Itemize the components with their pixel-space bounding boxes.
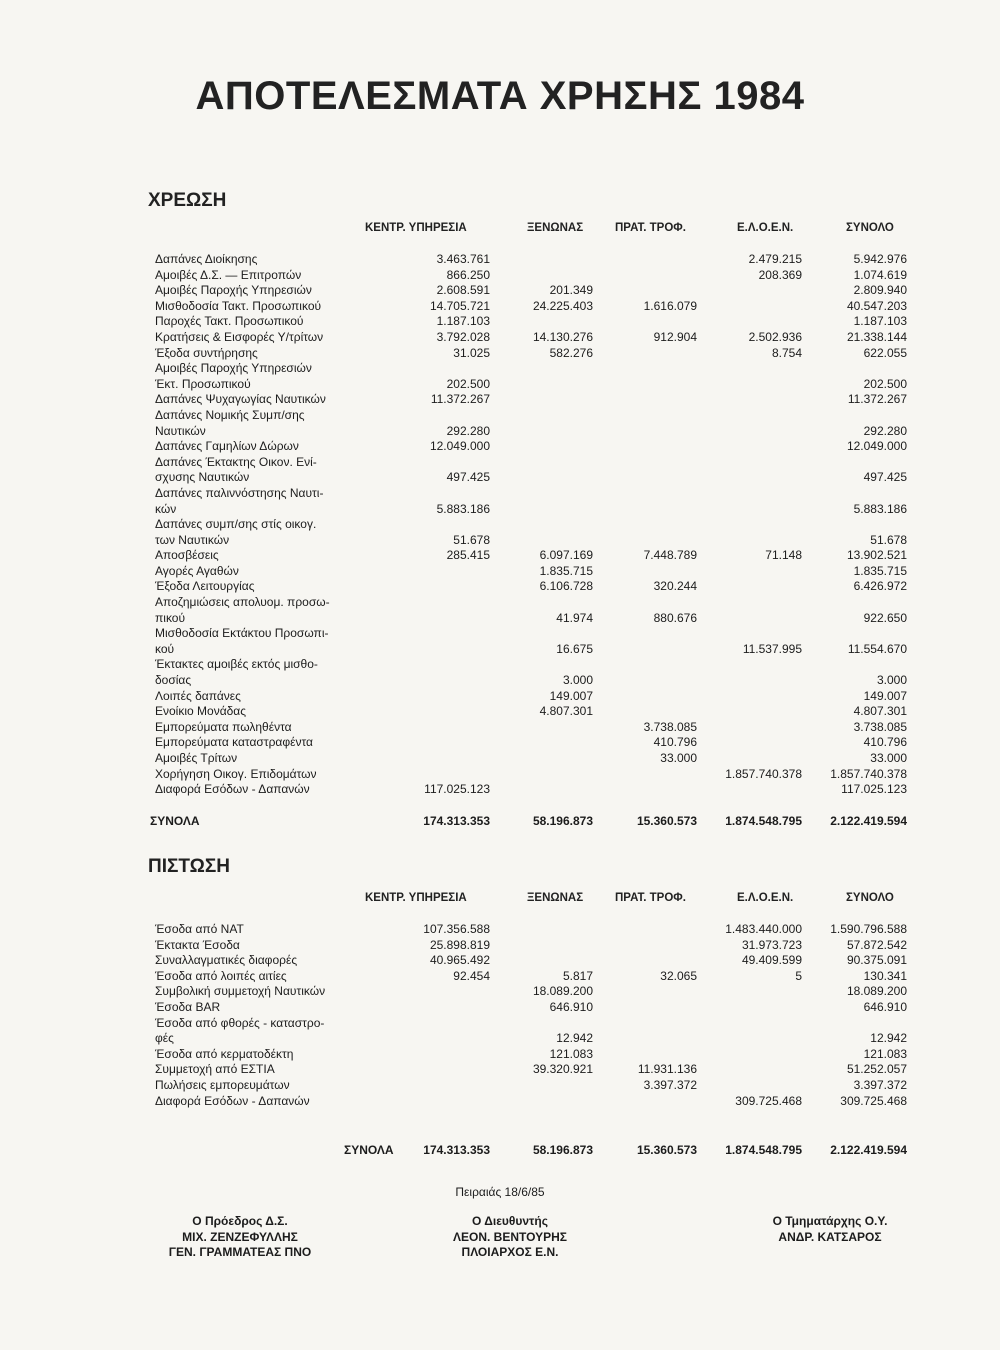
row-value: 18.089.200 [846, 984, 907, 999]
col-header-central: ΚΕΝΤΡ. ΥΠΗΡΕΣΙΑ [365, 892, 467, 904]
row-value: 410.796 [863, 735, 907, 750]
row-value: 51.678 [870, 532, 907, 547]
row-value: 11.554.670 [847, 641, 907, 656]
row-value: 11.931.136 [637, 1062, 697, 1077]
credit-totals-label: ΣΥΝΟΛΑ [344, 1143, 394, 1157]
row-value: 121.083 [863, 1046, 907, 1061]
signature-title: ΓΕΝ. ΓΡΑΜΜΑΤΕΑΣ ΠΝΟ [168, 1245, 312, 1259]
table-row [0, 689, 1000, 705]
row-label: κού [155, 641, 175, 656]
row-value: 1.483.440.000 [725, 922, 802, 936]
table-row [0, 767, 1000, 783]
row-label: Κρατήσεις & Εισφορές Υ/τρίτων [155, 329, 324, 344]
row-value: 5.883.186 [436, 501, 490, 516]
row-value: 14.130.276 [532, 329, 593, 344]
table-row [0, 1047, 1000, 1063]
table-row [0, 642, 1000, 658]
credit-total-hostel: 58.196.873 [532, 1143, 593, 1157]
row-value: 2.502.936 [748, 329, 802, 344]
row-value: 39.320.921 [532, 1062, 593, 1077]
row-label: Μισθοδοσία Εκτάκτου Προσωπι- [155, 626, 329, 641]
debit-total-food: 15.360.573 [636, 814, 697, 828]
signature-head-of-section [740, 1214, 920, 1245]
debit-totals-row [0, 814, 1000, 830]
signature-role: Ο Διευθυντής [472, 1214, 548, 1228]
signature-title: ΠΛΟΙΑΡΧΟΣ Ε.Ν. [461, 1245, 559, 1259]
signature-name: ΜΙΧ. ΖΕΝΖΕΦΥΛΛΗΣ [182, 1229, 298, 1244]
table-row [0, 657, 1000, 673]
row-value: 622.055 [863, 345, 907, 360]
row-value: 880.676 [653, 610, 697, 625]
row-label: Δαπάνες συμπ/σης στίς οικογ. [155, 517, 317, 532]
table-row [0, 1062, 1000, 1078]
row-value: 3.738.085 [853, 719, 907, 734]
signature-name: ΛΕΟΝ. ΒΕΝΤΟΥΡΗΣ [453, 1229, 567, 1244]
row-label: Αποζημιώσεις απολυομ. προσω- [155, 595, 330, 610]
row-label: Αμοιβές Παροχής Υπηρεσιών [155, 283, 312, 298]
signature-name: ΑΝΔΡ. ΚΑΤΣΑΡΟΣ [778, 1229, 882, 1244]
row-value: 1.616.079 [643, 298, 697, 313]
table-row [0, 751, 1000, 767]
row-value: 24.225.403 [532, 298, 593, 313]
col-header-eloen: Ε.Λ.Ο.Ε.Ν. [737, 892, 794, 904]
debit-section-title: ΧΡΕΩΣΗ [148, 190, 227, 211]
row-value: 41.974 [556, 610, 593, 625]
row-value: 1.187.103 [853, 314, 907, 329]
table-row [0, 782, 1000, 798]
signature-director [420, 1214, 600, 1261]
table-row [0, 439, 1000, 455]
row-value: 13.902.521 [846, 548, 907, 563]
row-value: 5.883.186 [853, 501, 907, 516]
col-header-eloen: Ε.Λ.Ο.Ε.Ν. [737, 222, 794, 234]
row-value: 3.738.085 [643, 719, 697, 734]
row-value: 18.089.200 [532, 984, 593, 999]
table-row [0, 1000, 1000, 1016]
table-row [0, 579, 1000, 595]
row-label: Παροχές Τακτ. Προσωπικού [155, 314, 304, 329]
row-value: 57.872.542 [846, 937, 907, 952]
page-title: ΑΠΟΤΕΛΕΣΜΑΤΑ ΧΡΗΣΗΣ 1984 [195, 74, 805, 118]
table-row [0, 268, 1000, 284]
credit-total-eloen: 1.874.548.795 [725, 1143, 802, 1157]
row-label: Έσοδα από κερματοδέκτη [155, 1046, 294, 1061]
row-value: 121.083 [549, 1046, 593, 1061]
row-value: 582.276 [549, 345, 593, 360]
row-value: 25.898.819 [429, 937, 490, 952]
row-label: Αμοιβές Δ.Σ. — Επιτροπών [155, 267, 302, 282]
row-value: 410.796 [653, 735, 697, 750]
row-value: 117.025.123 [841, 782, 907, 797]
credit-totals-row [0, 1143, 1000, 1159]
credit-total-food: 15.360.573 [636, 1143, 697, 1157]
row-label: Διαφορά Εσόδων - Δαπανών [155, 782, 310, 797]
row-value: 32.065 [660, 968, 697, 983]
row-label: Συμβολική συμμετοχή Ναυτικών [155, 984, 326, 999]
row-value: 1.857.740.378 [830, 766, 907, 781]
row-value: 5 [795, 968, 802, 983]
table-row [0, 408, 1000, 424]
row-value: 92.454 [453, 968, 490, 983]
row-value: 201.349 [549, 283, 593, 298]
table-row [0, 470, 1000, 486]
debit-total-hostel: 58.196.873 [532, 814, 593, 828]
row-value: 7.448.789 [643, 548, 697, 563]
row-value: 6.426.972 [853, 579, 907, 594]
table-row [0, 517, 1000, 533]
row-label: Αγορές Αγαθών [155, 563, 239, 578]
row-value: 3.463.761 [436, 252, 490, 266]
table-row [0, 735, 1000, 751]
row-value: 3.000 [562, 673, 593, 688]
table-row [0, 346, 1000, 362]
row-label: Συναλλαγματικές διαφορές [155, 953, 298, 968]
row-label: σχυσης Ναυτικών [155, 470, 250, 485]
table-row [0, 1094, 1000, 1110]
row-value: 646.910 [549, 999, 593, 1014]
signature-role: Ο Πρόεδρος Δ.Σ. [192, 1214, 288, 1228]
row-value: 12.049.000 [846, 439, 907, 454]
row-value: 31.025 [453, 345, 490, 360]
row-value: 309.725.468 [840, 1093, 907, 1108]
row-label: Δαπάνες Διοίκησης [155, 252, 258, 266]
row-value: 4.807.301 [853, 704, 907, 719]
credit-total-sum: 2.122.419.594 [830, 1143, 907, 1157]
row-value: 117.025.123 [424, 782, 490, 797]
table-row [0, 533, 1000, 549]
row-label: Δαπάνες Έκτακτης Οικον. Ενί- [155, 454, 317, 469]
table-row [0, 595, 1000, 611]
table-row [0, 424, 1000, 440]
row-value: 11.537.995 [742, 641, 802, 656]
row-label: Εμπορεύματα πωληθέντα [155, 719, 292, 734]
table-row [0, 330, 1000, 346]
row-label: Δαπάνες Νομικής Συμπ/σης [155, 407, 305, 422]
signature-role: Ο Τμηματάρχης Ο.Υ. [772, 1214, 888, 1228]
table-row [0, 626, 1000, 642]
row-label: Ενοίκιο Μονάδας [155, 704, 247, 719]
row-value: 285.415 [446, 548, 490, 563]
debit-table [0, 252, 1000, 798]
row-label: Έσοδα BAR [155, 999, 221, 1014]
col-header-central: ΚΕΝΤΡ. ΥΠΗΡΕΣΙΑ [365, 222, 467, 234]
col-header-total: ΣΥΝΟΛΟ [846, 222, 894, 234]
row-label: πικού [155, 610, 186, 625]
row-value: 149.007 [863, 688, 907, 703]
row-label: Έσοδα από φθορές - καταστρο- [155, 1015, 325, 1030]
row-label: Έσοδα από λοιπές αιτίες [155, 968, 287, 983]
row-label: Δαπάνες Ψυχαγωγίας Ναυτικών [155, 392, 326, 407]
row-value: 33.000 [870, 751, 907, 765]
row-value: 292.280 [446, 423, 490, 438]
row-value: 646.910 [863, 999, 907, 1014]
debit-total-sum: 2.122.419.594 [830, 814, 907, 828]
row-value: 51.252.057 [846, 1062, 907, 1077]
row-value: 912.904 [653, 329, 697, 344]
table-row [0, 314, 1000, 330]
row-value: 6.097.169 [539, 548, 593, 563]
row-value: 11.372.267 [430, 392, 490, 407]
row-value: 33.000 [660, 751, 697, 765]
credit-total-central: 174.313.353 [423, 1143, 490, 1157]
place-date: Πειραιάς 18/6/85 [455, 1185, 545, 1199]
row-label: Δαπάνες Γαμηλίων Δώρων [155, 439, 299, 454]
table-row [0, 704, 1000, 720]
table-row [0, 938, 1000, 954]
row-label: Έσοδα από ΝΑΤ [155, 922, 244, 936]
row-label: Μισθοδοσία Τακτ. Προσωπικού [155, 298, 322, 313]
row-label: κών [155, 501, 177, 516]
row-label: Έξοδα συντήρησης [155, 345, 258, 360]
row-value: 90.375.091 [846, 953, 907, 968]
row-value: 497.425 [863, 470, 907, 485]
table-row [0, 392, 1000, 408]
table-row [0, 455, 1000, 471]
signature-president [150, 1214, 330, 1261]
row-value: 51.678 [453, 532, 490, 547]
table-row [0, 486, 1000, 502]
table-row [0, 953, 1000, 969]
row-label: δοσίας [155, 673, 192, 688]
credit-section-title: ΠΙΣΤΩΣΗ [148, 856, 231, 877]
row-value: 5.942.976 [853, 252, 907, 266]
table-row [0, 564, 1000, 580]
row-label: Αμοιβές Τρίτων [155, 751, 238, 765]
table-row [0, 252, 1000, 268]
row-label: Έκτακτες αμοιβές εκτός μισθο- [155, 657, 318, 672]
table-row [0, 361, 1000, 377]
table-row [0, 611, 1000, 627]
row-value: 8.754 [771, 345, 802, 360]
row-value: 1.835.715 [853, 563, 907, 578]
table-row [0, 1078, 1000, 1094]
row-value: 320.244 [653, 579, 697, 594]
row-value: 1.187.103 [436, 314, 490, 329]
row-value: 309.725.468 [735, 1093, 802, 1108]
table-row [0, 969, 1000, 985]
row-value: 40.965.492 [429, 953, 490, 968]
row-value: 14.705.721 [429, 298, 490, 313]
row-value: 49.409.599 [741, 953, 802, 968]
table-row [0, 1031, 1000, 1047]
debit-total-central: 174.313.353 [423, 814, 490, 828]
row-value: 497.425 [446, 470, 490, 485]
row-value: 107.356.588 [423, 922, 490, 936]
row-value: 3.000 [876, 673, 907, 688]
row-value: 3.397.372 [853, 1077, 907, 1092]
row-value: 1.590.796.588 [830, 922, 907, 936]
row-label: Λοιπές δαπάνες [155, 688, 241, 703]
row-value: 71.148 [765, 548, 802, 563]
col-header-total: ΣΥΝΟΛΟ [846, 892, 894, 904]
row-label: Συμμετοχή από ΕΣΤΙΑ [155, 1062, 275, 1077]
table-row [0, 283, 1000, 299]
row-value: 922.650 [863, 610, 907, 625]
row-value: 1.835.715 [539, 563, 593, 578]
row-value: 3.792.028 [436, 329, 490, 344]
row-label: φές [155, 1031, 174, 1046]
row-label: Πωλήσεις εμπορευμάτων [155, 1077, 290, 1092]
row-label: Διαφορά Εσόδων - Δαπανών [155, 1093, 310, 1108]
row-value: 16.675 [556, 641, 593, 656]
row-value: 11.372.267 [847, 392, 907, 407]
row-value: 292.280 [863, 423, 907, 438]
row-value: 208.369 [758, 267, 802, 282]
row-label: Αμοιβές Παροχής Υπηρεσιών [155, 361, 312, 376]
table-row [0, 377, 1000, 393]
col-header-food: ΠΡΑΤ. ΤΡΟΦ. [615, 892, 686, 904]
col-header-hostel: ΞΕΝΩΝΑΣ [527, 222, 584, 234]
row-label: Αποσβέσεις [155, 548, 219, 563]
row-label: Ναυτικών [155, 423, 206, 438]
credit-table [0, 922, 1000, 1109]
row-value: 12.049.000 [429, 439, 490, 454]
row-label: Δαπάνες παλιννόστησης Ναυτι- [155, 485, 324, 500]
row-value: 1.857.740.378 [725, 766, 802, 781]
row-value: 31.973.723 [741, 937, 802, 952]
table-row [0, 502, 1000, 518]
row-label: Έκτακτα Έσοδα [155, 937, 240, 952]
row-value: 21.338.144 [846, 329, 907, 344]
table-row [0, 720, 1000, 736]
row-value: 6.106.728 [539, 579, 593, 594]
row-value: 149.007 [549, 688, 593, 703]
col-header-food: ΠΡΑΤ. ΤΡΟΦ. [615, 222, 686, 234]
col-header-hostel: ΞΕΝΩΝΑΣ [527, 892, 584, 904]
row-value: 2.479.215 [748, 252, 802, 266]
table-row [0, 922, 1000, 938]
row-value: 202.500 [446, 376, 490, 391]
row-value: 5.817 [562, 968, 593, 983]
table-row [0, 984, 1000, 1000]
table-row [0, 1016, 1000, 1032]
row-value: 12.942 [870, 1031, 907, 1046]
row-label: Χορήγηση Οικογ. Επιδομάτων [155, 766, 317, 781]
row-value: 130.341 [863, 968, 907, 983]
row-value: 2.809.940 [853, 283, 907, 298]
table-row [0, 673, 1000, 689]
row-value: 1.074.619 [853, 267, 907, 282]
debit-totals-label: ΣΥΝΟΛΑ [150, 814, 200, 828]
row-value: 4.807.301 [539, 704, 593, 719]
row-value: 40.547.203 [846, 298, 907, 313]
debit-total-eloen: 1.874.548.795 [725, 814, 802, 828]
row-label: των Ναυτικών [155, 532, 230, 547]
row-value: 3.397.372 [643, 1077, 697, 1092]
row-value: 866.250 [446, 267, 490, 282]
row-value: 202.500 [863, 376, 907, 391]
row-value: 12.942 [556, 1031, 593, 1046]
table-row [0, 548, 1000, 564]
row-label: Έκτ. Προσωπικού [155, 376, 251, 391]
row-label: Έξοδα Λειτουργίας [155, 579, 255, 594]
table-row [0, 299, 1000, 315]
row-label: Εμπορεύματα καταστραφέντα [155, 735, 313, 750]
row-value: 2.608.591 [436, 283, 490, 298]
